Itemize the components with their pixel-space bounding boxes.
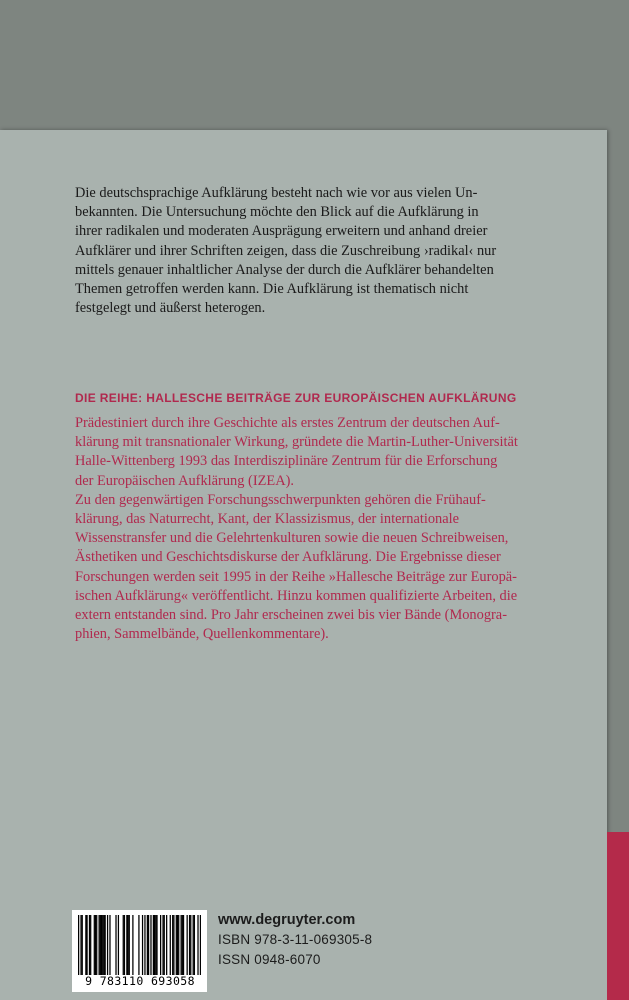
series-title: DIE REIHE: HALLESCHE BEITRÄGE ZUR EUROPÄISCHEN AUFKLÄRUNG xyxy=(75,391,517,405)
series-description xyxy=(75,414,555,644)
barcode-digits: 9 783110 693058 xyxy=(85,974,195,988)
blurb-line: ihrer radikalen und moderaten Ausprägung erweitern und anhand dreier xyxy=(75,223,488,240)
series-line: Ästhetiken und Geschichtsdiskurse der Aufklärung. Die Ergebnisse dieser xyxy=(75,549,501,566)
series-line: klärung, das Naturrecht, Kant, der Klassizismus, der internationale xyxy=(75,511,460,528)
blurb-line: bekannten. Die Untersuchung möchte den Blick auf die Aufklärung in xyxy=(75,204,479,221)
isbn-number: ISBN 978-3-11-069305-8 xyxy=(218,932,373,947)
series-line: Wissenstransfer und die Gelehrtenkulturen sowie die neuen Schreibweisen, xyxy=(75,530,509,547)
series-line: extern entstanden sind. Pro Jahr erscheinen zwei bis vier Bände (Monogra- xyxy=(75,607,507,624)
issn-number: ISSN 0948-6070 xyxy=(218,952,321,967)
publisher-info xyxy=(218,910,372,970)
series-line: Forschungen werden seit 1995 in der Reihe »Hallesche Beiträge zur Europä- xyxy=(75,568,517,585)
series-line: ischen Aufklärung« veröffentlicht. Hinzu kommen qualifizierte Arbeiten, die xyxy=(75,587,518,604)
spine-accent-bar xyxy=(607,832,629,1000)
blurb-line: festgelegt und äußerst heterogen. xyxy=(75,300,266,317)
series-line: Prädestiniert durch ihre Geschichte als erstes Zentrum der deutschen Auf- xyxy=(75,415,500,431)
series-line: Halle-Wittenberg 1993 das Interdisziplinäre Zentrum für die Erforschung xyxy=(75,453,498,470)
blurb-line: Themen getroffen werden kann. Die Aufklärung ist thematisch nicht xyxy=(75,281,469,298)
series-line: Zu den gegenwärtigen Forschungsschwerpunkten gehören die Frühauf- xyxy=(75,491,486,508)
barcode-bars xyxy=(78,915,201,975)
series-line: der Europäischen Aufklärung (IZEA). xyxy=(75,472,294,489)
book-blurb xyxy=(75,184,545,318)
series-line: klärung mit transnationaler Wirkung, gründete die Martin-Luther-Universität xyxy=(75,434,518,451)
series-line: phien, Sammelbände, Quellenkommentare). xyxy=(75,626,329,643)
blurb-line: Aufklärer und ihrer Schriften zeigen, dass die Zuschreibung ›radikal‹ nur xyxy=(75,242,497,259)
barcode xyxy=(72,910,207,992)
blurb-line: mittels genauer inhaltlicher Analyse der durch die Aufklärer behandelten xyxy=(75,261,494,278)
blurb-line: Die deutschsprachige Aufklärung besteht nach wie vor aus vielen Un- xyxy=(75,185,478,201)
publisher-url: www.degruyter.com xyxy=(218,912,356,928)
